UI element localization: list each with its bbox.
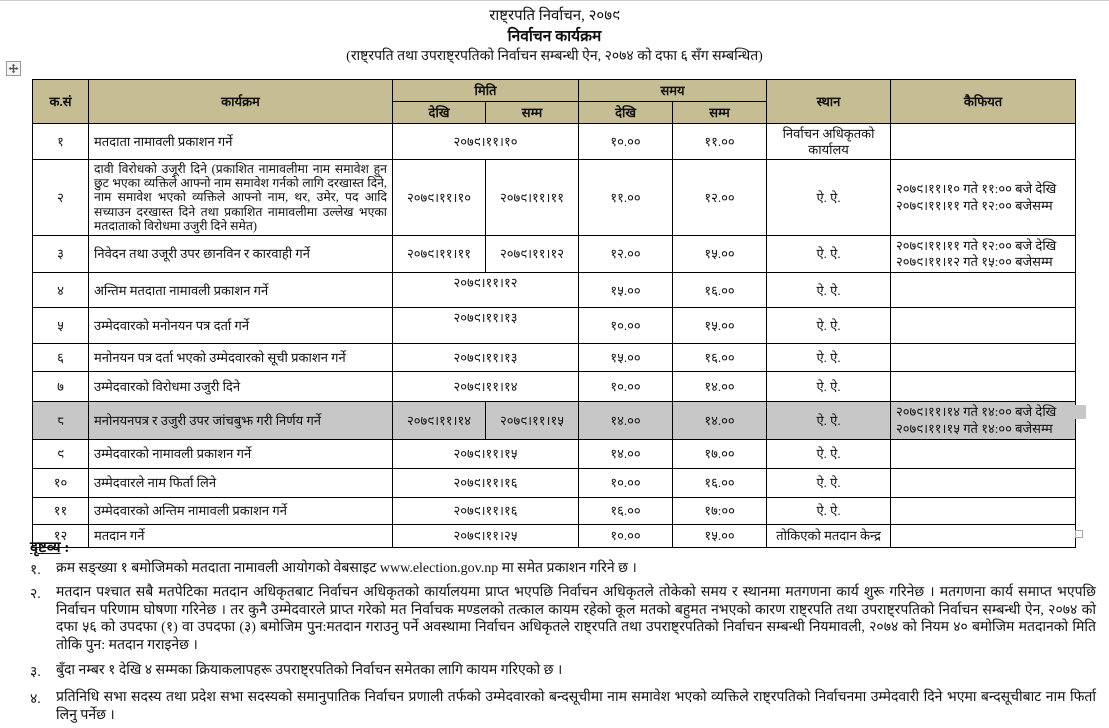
note-text: मतदान पश्चात सबै मतपेटिका मतदान अधिकृतबाट निर्वाचन अधिकृतको कार्यालयमा प्राप्त भएपछि निर्वाचन अधिकृतले तोकेको समय र स्थानमा मतगणना कार्य शुरू गरिनेछ । मतगणना कार्य समाप्त भएपछि निर्वाचन परिणाम घोषणा गरिनेछ । तर कुनै उम्मेदवारले प्राप्त गरेको मत निर्वाचक मण्डलको तत्काल कायम रहेको कूल मतको बहुमत नभएको कारण राष्ट्रपति तथा उपराष्ट्रपतिको निर्वाचन सम्बन्धी ऐन, २०७४ को दफा ५६ को उपदफा (१) वा उपदफा (३) बमोजिम पुन:मतदान गराउनु पर्ने अवस्थामा निर्वाचन अधिकृतले राष्ट्रपति तथा उपराष्ट्रपतिको निर्वाचन सम्बन्धी नियमावली, २०७४ को नियम ४० बमोजिम मतदानको मिति तोकि पुन: मतदान गराइनेछ । — [56, 585, 1096, 653]
row-sn: १ — [33, 124, 89, 160]
document-reference-line: (राष्ट्रपति तथा उपराष्ट्रपतिको निर्वाचन सम्बन्धी ऐन, २०७४ को दफा ६ सँग सम्बन्धित) — [346, 49, 763, 64]
row-program: मनोनयन पत्र दर्ता भएको उम्मेदवारको सूची प्रकाशन गर्ने — [89, 344, 393, 372]
row-sn: ११ — [33, 497, 89, 524]
row-remarks — [891, 439, 1076, 468]
row-place: ऐ. ऐ. — [767, 372, 891, 402]
row-date-to: २०७९।११।११ — [486, 160, 579, 236]
row-time-to: १५.०० — [673, 524, 767, 547]
row-remarks — [891, 372, 1076, 402]
row-sn: २ — [33, 160, 89, 236]
note-text: क्रम सङ्ख्या १ बमोजिमको मतदाता नामावली आयोगको वेबसाइट www.election.gov.np मा समेत प्रकाशन गरिने छ । — [56, 561, 637, 576]
table-row — [33, 160, 1076, 236]
note-item — [30, 689, 1096, 724]
table-row — [33, 372, 1076, 402]
table-row — [33, 468, 1076, 497]
table-row — [33, 308, 1076, 344]
row-time-to: ११.०० — [673, 124, 767, 160]
row-date: २०७९।११।१६ — [393, 497, 579, 524]
table-row — [33, 235, 1076, 273]
row-program: उम्मेदवारको मनोनयन पत्र दर्ता गर्ने — [89, 308, 393, 344]
row-time-to: १६.०० — [673, 273, 767, 308]
header-sn: क.सं — [33, 80, 89, 124]
row-remarks — [891, 497, 1076, 524]
row-time-to: १४.०० — [673, 372, 767, 402]
row-remarks — [891, 124, 1076, 160]
row-sn: ९ — [33, 439, 89, 468]
row-time-from: १०.०० — [579, 124, 673, 160]
move-cross-icon — [8, 63, 19, 74]
row-program: दावी विरोधको उजूरी दिने (प्रकाशित नामावलीमा नाम समावेश हुन छुट भएका व्यक्तिले आफ्नो नाम समावेश गर्नको लागि दरखास्त दिने, नाम समावेश भएको व्यक्तिले आफ्नो नाम, थर, उमेर, पद आदि सच्याउन दरखास्त दिने तथा प्रकाशित नामावलीमा उल्लेख भएका मतदाताको विरोधमा उजुरी दिने समेत) — [89, 160, 393, 236]
table-row-highlighted — [33, 402, 1076, 440]
note-number: २. — [30, 587, 41, 602]
row-sn: ६ — [33, 344, 89, 372]
row-time-to: १५.०० — [673, 235, 767, 273]
table-row — [33, 344, 1076, 372]
row-date: २०७९।११।१३ — [393, 308, 579, 344]
row-date: २०७९।११।२५ — [393, 524, 579, 547]
header-remarks: कैफियत — [891, 80, 1076, 124]
row-date-from: २०७९।११।११ — [393, 235, 486, 273]
row-date: २०७९।११।१० — [393, 124, 579, 160]
row-program: उम्मेदवारले नाम फिर्ता लिने — [89, 468, 393, 497]
header-program: कार्यक्रम — [89, 80, 393, 124]
row-sn: ७ — [33, 372, 89, 402]
row-sn: ४ — [33, 273, 89, 308]
header-date-to: सम्म — [486, 102, 579, 124]
table-move-handle[interactable] — [6, 61, 21, 76]
note-number: ३. — [30, 665, 41, 680]
election-schedule-table — [32, 79, 1076, 548]
note-number: ४. — [30, 692, 41, 707]
row-remarks: २०७९।११।१४ गते १४:०० बजे देखि २०७९।११।१५ गते १४:०० बजेसम्म — [891, 402, 1076, 440]
row-sn: ५ — [33, 308, 89, 344]
row-time-to: १५.०० — [673, 308, 767, 344]
row-program: निवेदन तथा उजूरी उपर छानविन र कारवाही गर्ने — [89, 235, 393, 273]
row-time-from: १६.०० — [579, 497, 673, 524]
row-time-from: ११.०० — [579, 160, 673, 236]
row-program: मतदाता नामावली प्रकाशन गर्ने — [89, 124, 393, 160]
row-program: अन्तिम मतदाता नामावली प्रकाशन गर्ने — [89, 273, 393, 308]
row-time-to: १४.०० — [673, 402, 767, 440]
row-sn: ८ — [33, 402, 89, 440]
row-date: २०७९।११।१३ — [393, 344, 579, 372]
row-time-from: १०.०० — [579, 372, 673, 402]
row-sn: ३ — [33, 235, 89, 273]
table-row — [33, 124, 1076, 160]
row-time-from: १०.०० — [579, 524, 673, 547]
row-date: २०७९।११।१२ — [393, 273, 579, 308]
document-subtitle: निर्वाचन कार्यक्रम — [507, 28, 602, 45]
row-place: ऐ. ऐ. — [767, 439, 891, 468]
header-time-from: देखि — [579, 102, 673, 124]
note-number: १. — [30, 563, 41, 578]
row-remarks — [891, 344, 1076, 372]
row-time-from: १२.०० — [579, 235, 673, 273]
row-sn: १० — [33, 468, 89, 497]
note-item — [30, 560, 1096, 579]
row-remarks: २०७९।११।१० गते ११:०० बजे देखि २०७९।११।११ गते १२:०० बजेसम्म — [891, 160, 1076, 236]
row-remarks — [891, 273, 1076, 308]
row-date: २०७९।११।१४ — [393, 372, 579, 402]
row-place: ऐ. ऐ. — [767, 273, 891, 308]
row-date-from: २०७९।११।१४ — [393, 402, 486, 440]
row-place: ऐ. ऐ. — [767, 160, 891, 236]
row-time-from: १०.०० — [579, 308, 673, 344]
row-place: ऐ. ऐ. — [767, 468, 891, 497]
row-program: उम्मेदवारको नामावली प्रकाशन गर्ने — [89, 439, 393, 468]
row-program: उम्मेदवारको अन्तिम नामावली प्रकाशन गर्ने — [89, 497, 393, 524]
row-time-to: १२.०० — [673, 160, 767, 236]
row-date-to: २०७९।११।१२ — [486, 235, 579, 273]
note-text: बुँदा नम्बर १ देखि ४ सम्मका क्रियाकलापहरू उपराष्ट्रपतिको निर्वाचन समेतका लागि कायम गरिएको छ । — [56, 663, 563, 678]
row-time-from: १४.०० — [579, 402, 673, 440]
header-place: स्थान — [767, 80, 891, 124]
row-place: ऐ. ऐ. — [767, 402, 891, 440]
note-text: प्रतिनिधि सभा सदस्य तथा प्रदेश सभा सदस्यको समानुपातिक निर्वाचन प्रणाली तर्फको उम्मेदवारको बन्दसूचीमा नाम समावेश भएको व्यक्तिले राष्ट्रपतिको निर्वाचनमा उम्मेदवारी दिने भएमा बन्दसूचीबाट नाम फिर्ता लिनु पर्नेछ । — [56, 690, 1096, 723]
header-time: समय — [579, 80, 767, 102]
notes-section — [30, 537, 1096, 728]
row-place: ऐ. ऐ. — [767, 344, 891, 372]
note-item — [30, 584, 1096, 654]
row-program: मनोनयनपत्र र उजुरी उपर जांचबुझ गरी निर्णय गर्ने — [89, 402, 393, 440]
row-time-to: १६.०० — [673, 344, 767, 372]
notes-heading-text: दृष्टव्य — [30, 540, 61, 556]
document-title: राष्ट्रपति निर्वाचन, २०७९ — [489, 8, 620, 24]
row-place: ऐ. ऐ. — [767, 497, 891, 524]
row-time-from: १५.०० — [579, 344, 673, 372]
row-remarks — [891, 308, 1076, 344]
note-item — [30, 662, 1096, 681]
table-row — [33, 273, 1076, 308]
header-time-to: सम्म — [673, 102, 767, 124]
row-remarks — [891, 468, 1076, 497]
row-place: निर्वाचन अधिकृतको कार्यालय — [767, 124, 891, 160]
row-date-from: २०७९।११।१० — [393, 160, 486, 236]
row-time-from: १५.०० — [579, 273, 673, 308]
title-block — [0, 7, 1109, 67]
row-time-to: १६.०० — [673, 468, 767, 497]
row-date-to: २०७९।११।१५ — [486, 402, 579, 440]
table-row — [33, 497, 1076, 524]
row-place: तोकिएको मतदान केन्द्र — [767, 524, 891, 547]
notes-heading — [30, 537, 1096, 557]
row-time-to: १७.०० — [673, 439, 767, 468]
row-program: उम्मेदवारको विरोधमा उजुरी दिने — [89, 372, 393, 402]
row-place: ऐ. ऐ. — [767, 308, 891, 344]
row-date: २०७९।११।१५ — [393, 439, 579, 468]
row-time-to: १७:०० — [673, 497, 767, 524]
header-date-from: देखि — [393, 102, 486, 124]
notes-heading-colon: : — [60, 540, 70, 556]
header-date: मिति — [393, 80, 579, 102]
row-program: मतदान गर्ने — [89, 524, 393, 547]
table-row — [33, 439, 1076, 468]
row-sn: १२ — [33, 524, 89, 547]
row-date: २०७९।११।१६ — [393, 468, 579, 497]
row-time-from: १४.०० — [579, 439, 673, 468]
row-place: ऐ. ऐ. — [767, 235, 891, 273]
row-remarks: २०७९।११।११ गते १२:०० बजे देखि २०७९।११।१२ गते १५:०० बजेसम्म — [891, 235, 1076, 273]
row-time-from: १०.०० — [579, 468, 673, 497]
